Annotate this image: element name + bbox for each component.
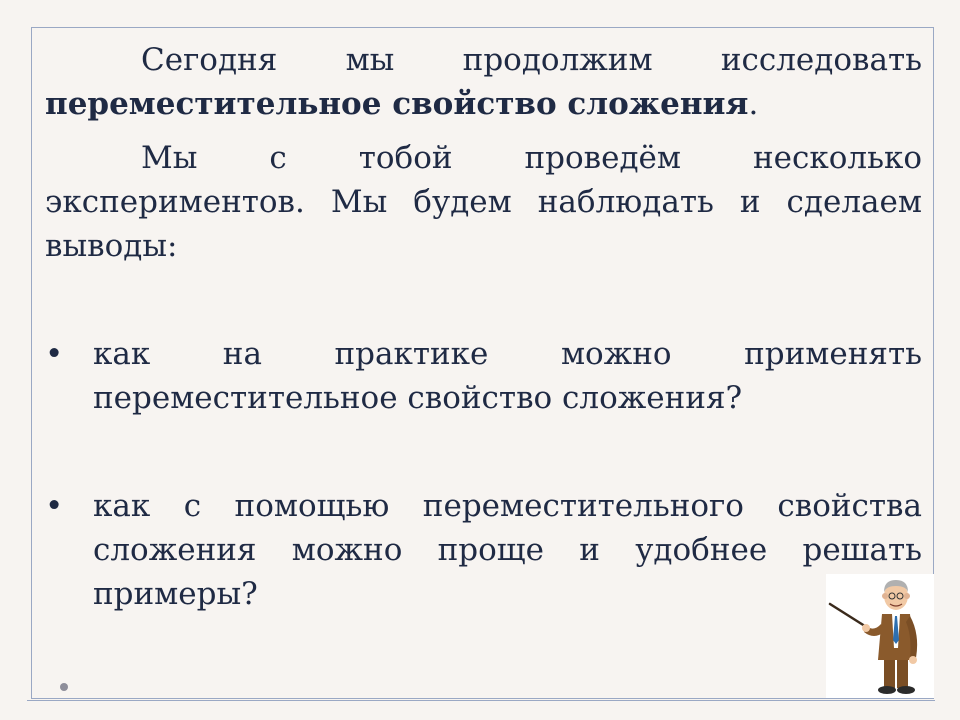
experiments-paragraph: Мы с тобой проведём несколько экспериментов. Мы будем наблюдать и сделаем выводы: [45, 140, 922, 264]
intro-paragraph [45, 38, 922, 126]
bottom-rule [27, 700, 935, 701]
teacher-illustration [826, 574, 934, 698]
bullet-marker: • [45, 336, 64, 372]
bullet-text-1: как на практике можно применять переместительное свойство сложения? [93, 336, 922, 416]
teacher-with-pointer-icon [826, 574, 934, 698]
decorative-dot [60, 683, 68, 691]
bullet-item-2 [45, 484, 922, 618]
intro-text: Сегодня мы продолжим исследовать [141, 42, 922, 78]
intro-period: . [748, 86, 759, 122]
intro-bold-term: переместительное свойство сложения [45, 86, 749, 122]
bullet-item-1 [45, 332, 922, 422]
bullet-text-2: как с помощью переместительного свойства сложения можно проще и удобнее решать примеры? [93, 488, 922, 612]
bullet-marker: • [45, 488, 64, 524]
